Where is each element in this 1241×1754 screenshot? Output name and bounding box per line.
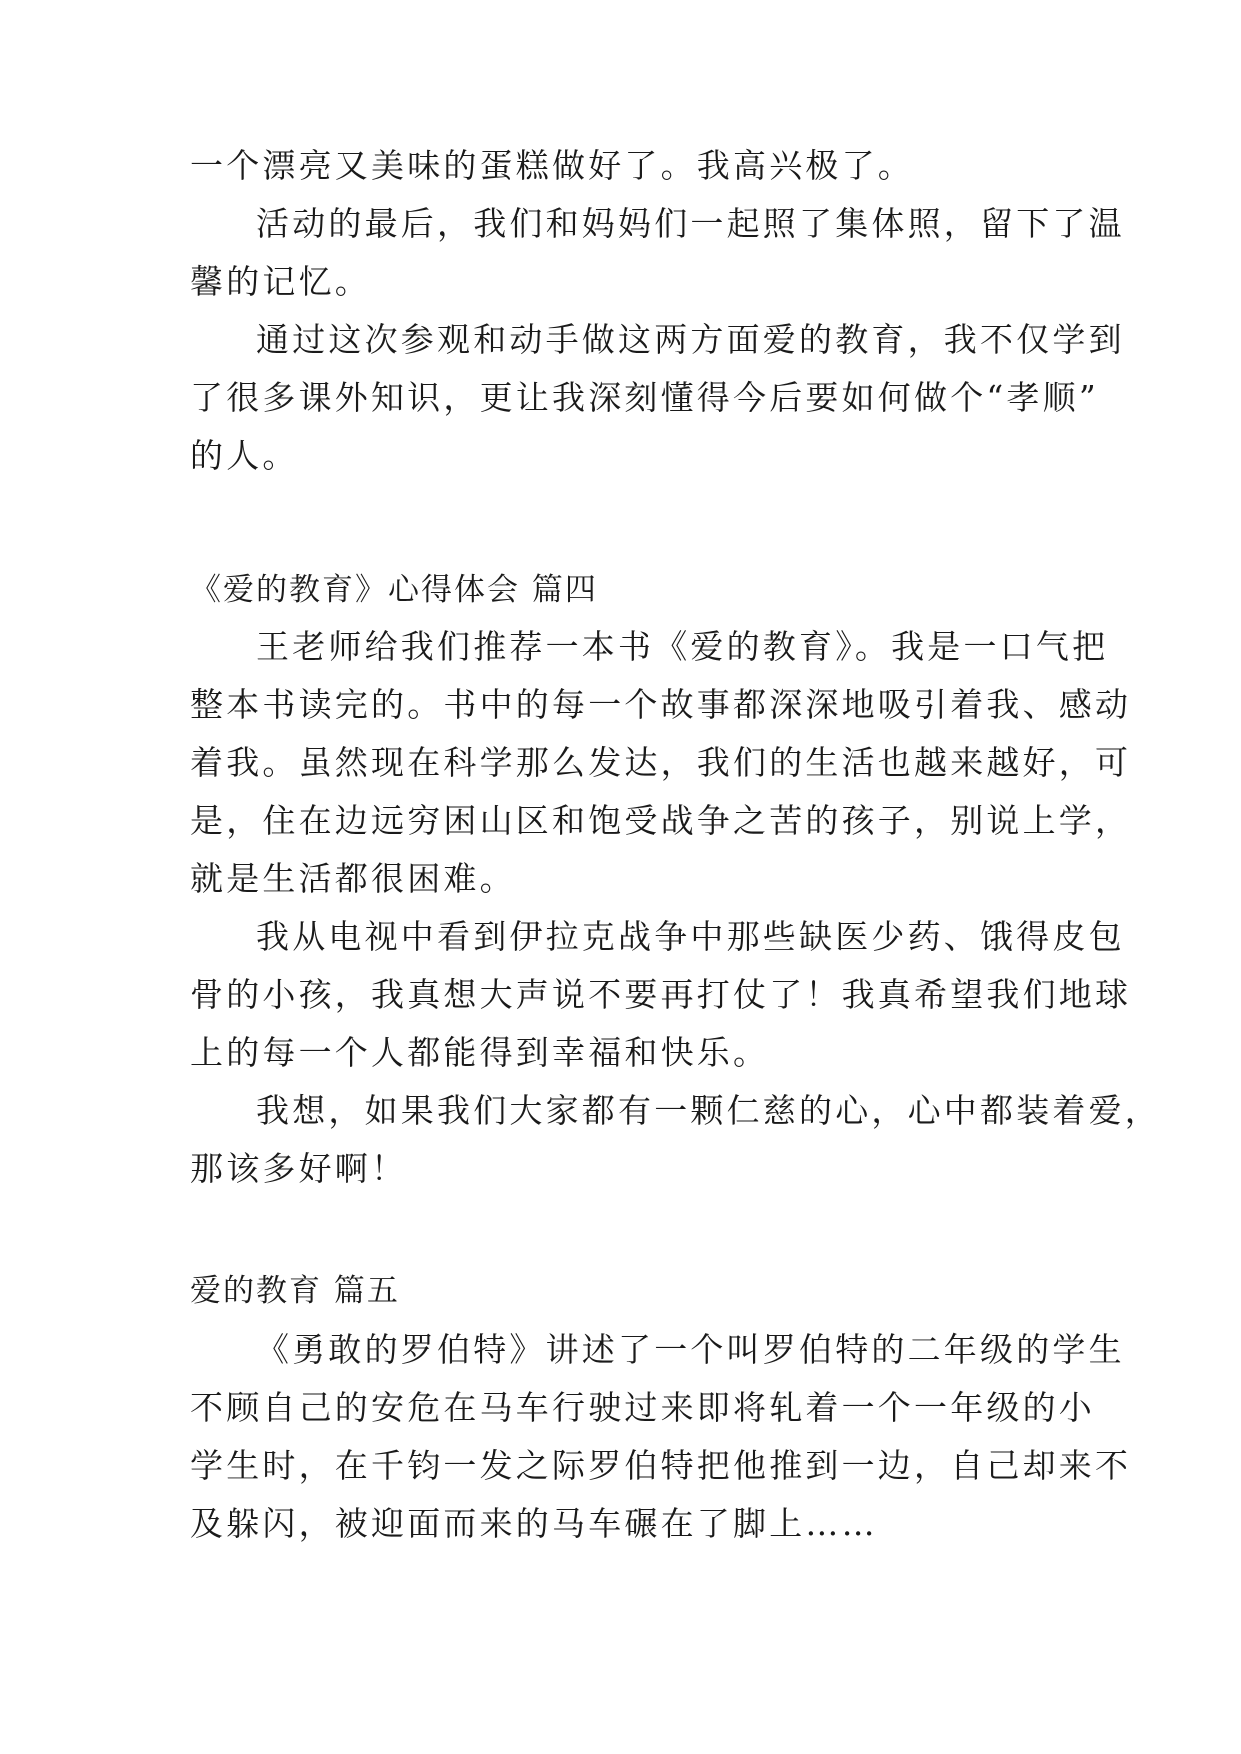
paragraph-line: 我从电视中看到伊拉克战争中那些缺医少药、饿得皮包: [256, 917, 1125, 956]
paragraph-line: 的人。: [190, 436, 299, 475]
paragraph-line: 学生时，在千钧一发之际罗伯特把他推到一边，自己却来不: [190, 1446, 1132, 1485]
section5-body: [190, 1321, 1132, 1553]
section4-body: [190, 618, 1161, 1198]
paragraph-line: 是，住在边远穷困山区和饱受战争之苦的孩子，别说上学，: [190, 801, 1132, 840]
paragraph-line: 整本书读完的。书中的每一个故事都深深地吸引着我、感动: [190, 685, 1132, 724]
paragraph-line: 及躲闪，被迎面而来的马车碾在了脚上……: [190, 1504, 878, 1543]
paragraph-line: 通过这次参观和动手做这两方面爱的教育，我不仅学到: [256, 320, 1125, 359]
paragraph-line: 骨的小孩，我真想大声说不要再打仗了！我真希望我们地球: [190, 975, 1132, 1014]
paragraph-line: 就是生活都很困难。: [190, 859, 516, 898]
paragraph-line: 一个漂亮又美味的蛋糕做好了。我高兴极了。: [190, 146, 914, 185]
paragraph-line: 活动的最后，我们和妈妈们一起照了集体照，留下了温: [256, 204, 1125, 243]
paragraph-line: 我想，如果我们大家都有一颗仁慈的心，心中都装着爱，: [256, 1091, 1161, 1130]
paragraph-line: 着我。虽然现在科学那么发达，我们的生活也越来越好，可: [190, 743, 1132, 782]
paragraph-line: 上的每一个人都能得到幸福和快乐。: [190, 1033, 770, 1072]
section-heading-4: 《爱的教育》心得体会 篇四: [190, 572, 598, 608]
paragraph-line: 馨的记忆。: [190, 262, 371, 301]
paragraph-line: 了很多课外知识，更让我深刻懂得今后要如何做个“孝顺”: [190, 378, 1099, 417]
paragraph-line: 不顾自己的安危在马车行驶过来即将轧着一个一年级的小: [190, 1388, 1095, 1427]
section3-tail: [190, 137, 1125, 485]
paragraph-line: 《勇敢的罗伯特》讲述了一个叫罗伯特的二年级的学生: [256, 1330, 1125, 1369]
section-heading-5: 爱的教育 篇五: [190, 1273, 400, 1309]
paragraph-line: 那该多好啊！: [190, 1149, 408, 1188]
paragraph-line: 王老师给我们推荐一本书《爱的教育》。我是一口气把: [256, 627, 1109, 666]
